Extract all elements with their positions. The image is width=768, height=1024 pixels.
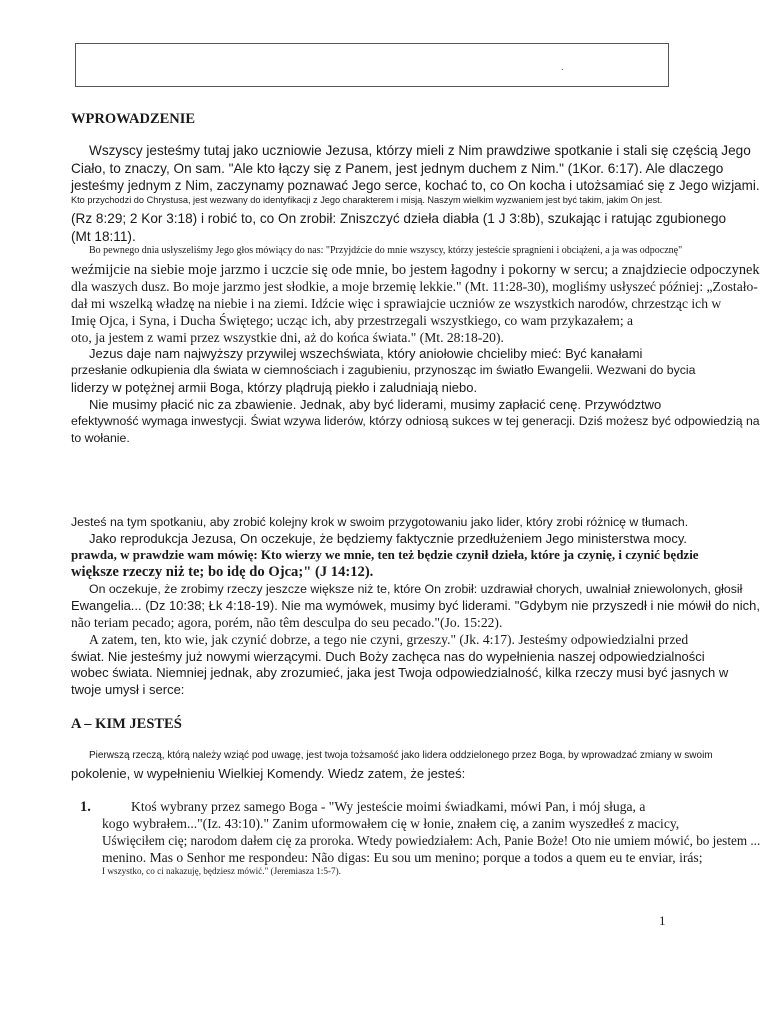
text-line: Wszyscy jesteśmy tutaj jako uczniowie Jezusa, którzy mieli z Nim prawdziwe spotkanie i stali się częścią Jego [89, 143, 751, 158]
text-line: jesteśmy jednym z Nim, zaczynamy poznawać Jego serce, kochać to, co On kocha i utożsamiać się z Jego wizjami. [71, 178, 760, 193]
text-line: não teriam pecado; agora, porém, não têm desculpa do seu pecado."(Jo. 15:22). [71, 615, 503, 630]
text-line: Kto przychodzi do Chrystusa, jest wezwany do identyfikacji z Jego charakterem i misją. Naszym wielkim wyzwaniem jest być takim, jakim On jest. [71, 195, 663, 205]
text-line: Pierwszą rzeczą, którą należy wziąć pod uwagę, jest twoja tożsamość jako lidera oddzielonego przez Boga, by wprowadzać zmiany w swoim [89, 750, 713, 761]
text-line: twoje umysł i serce: [71, 682, 185, 697]
text-line: Imię Ojca, i Syna, i Ducha Świętego; ucząc ich, aby przestrzegali wszystkiego, co wam przykazałem; a [71, 313, 634, 328]
text-line: (Rz 8:29; 2 Kor 3:18) i robić to, co On zrobił: Zniszczyć dzieła diabła (1 J 3:8b), szukając i ratując zgubionego [71, 211, 727, 226]
text-line: Jezus daje nam najwyższy przywilej wszechświata, który aniołowie chcieliby mieć: Być kanałami [89, 346, 643, 361]
text-line: prawda, w prawdzie wam mówię: Kto wierzy we mnie, ten też będzie czynił dzieła, które ja czynię, i czynić będzie [71, 547, 699, 562]
text-line: Uświęciłem cię; narodom dałem cię za proroka. Wtedy powiedziałem: Ach, Panie Boże! Oto nie umiem mówić, bo jestem ... [102, 833, 761, 848]
text-line: większe rzeczy niż te; bo idę do Ojca;" (J 14:12). [71, 564, 374, 580]
text-line: Nie musimy płacić nic za zbawienie. Jednak, aby być liderami, musimy zapłacić cenę. Przywództwo [89, 397, 662, 412]
text-line: przesłanie odkupienia dla świata w ciemnościach i zagubieniu, przynosząc im światło Ewangelii. Wezwani do bycia [71, 363, 696, 377]
text-line: świat. Nie jesteśmy już nowymi wierzącymi. Duch Boży zachęca nas do wypełnienia naszej odpowiedzialności [71, 649, 705, 664]
list-number: 1. [80, 799, 91, 815]
text-line: dla waszych dusz. Bo moje jarzmo jest słodkie, a moje brzemię lekkie." (Mt. 11:28-30), mogliśmy usłyszeć później: „Zostało- [71, 279, 758, 294]
page-number: 1 [659, 913, 666, 928]
text-line: weźmijcie na siebie moje jarzmo i uczcie się ode mnie, bo jestem łagodny i pokorny w sercu; a znajdziecie odpoczynek [71, 262, 760, 278]
text-line: to wołanie. [71, 431, 130, 445]
header-box [75, 43, 669, 87]
text-line: Ewangelia... (Dz 10:38; Łk 4:18-19). Nie ma wymówek, musimy być liderami. "Gdybym nie przyszedł i nie mówił do nich, [71, 598, 760, 613]
text-line: A zatem, ten, kto wie, jak czynić dobrze, a tego nie czyni, grzeszy." (Jk. 4:17). Jesteśmy odpowiedzialni przed [89, 632, 689, 647]
header-mark: . [561, 62, 564, 72]
text-line: efektywność wymaga inwestycji. Świat wzywa liderów, którzy odniosą sukces w tej generacji. Dziś możesz być odpowiedzią na [71, 414, 760, 428]
text-line: Jako reprodukcja Jezusa, On oczekuje, że będziemy faktycznie przedłużeniem Jego ministerstwa mocy. [89, 531, 688, 546]
text-line: Ciało, to znaczy, On sam. "Ale kto łączy się z Panem, jest jednym duchem z Nim." (1Kor. 6:17). Ale dlaczego [71, 161, 724, 176]
text-line: kogo wybrałem..."(Iz. 43:10)." Zanim uformowałem cię w łonie, znałem cię, a zanim wyszedłeś z macicy, [102, 816, 680, 831]
text-line: pokolenie, w wypełnieniu Wielkiej Komendy. Wiedz zatem, że jesteś: [71, 766, 466, 781]
text-line: Jesteś na tym spotkaniu, aby zrobić kolejny krok w swoim przygotowaniu jako lider, który zrobi różnicę w tłumach. [71, 515, 689, 529]
text-line: On oczekuje, że zrobimy rzeczy jeszcze większe niż te, które On zrobił: uzdrawiał chorych, uwalniał zniewolonych, głosił [89, 582, 743, 596]
text-line: Bo pewnego dnia usłyszeliśmy Jego głos mówiący do nas: "Przyjdźcie do mnie wszyscy, którzy jesteście spragnieni i obciążeni, a ja was odpocznę" [89, 245, 683, 256]
text-line: I wszystko, co ci nakazuję, będziesz mówić." (Jeremiasza 1:5-7). [102, 866, 341, 876]
text-line: (Mt 18:11). [71, 229, 136, 244]
section-heading-a: A – KIM JESTEŚ [71, 716, 182, 732]
text-line: dał mi wszelką władzę na niebie i na ziemi. Idźcie więc i sprawiajcie uczniów ze wszystkich narodów, chrzestząc ich w [71, 296, 722, 311]
text-line: menino. Mas o Senhor me respondeu: Não digas: Eu sou um menino; porque a todos a quem eu te enviar, irás; [102, 850, 703, 865]
text-line: Ktoś wybrany przez samego Boga - "Wy jesteście moimi świadkami, mówi Pan, i mój sługa, a [131, 799, 646, 814]
text-line: liderzy w potężnej armii Boga, którzy plądrują piekło i zaludniają niebo. [71, 380, 478, 395]
text-line: oto, ja jestem z wami przez wszystkie dni, aż do końca świata." (Mt. 28:18-20). [71, 330, 504, 345]
section-heading-intro: WPROWADZENIE [71, 111, 196, 127]
text-line: wobec świata. Niemniej jednak, aby zrozumieć, jaka jest Twoja odpowiedzialność, kilka rzeczy musi być jasnych w [71, 665, 729, 680]
